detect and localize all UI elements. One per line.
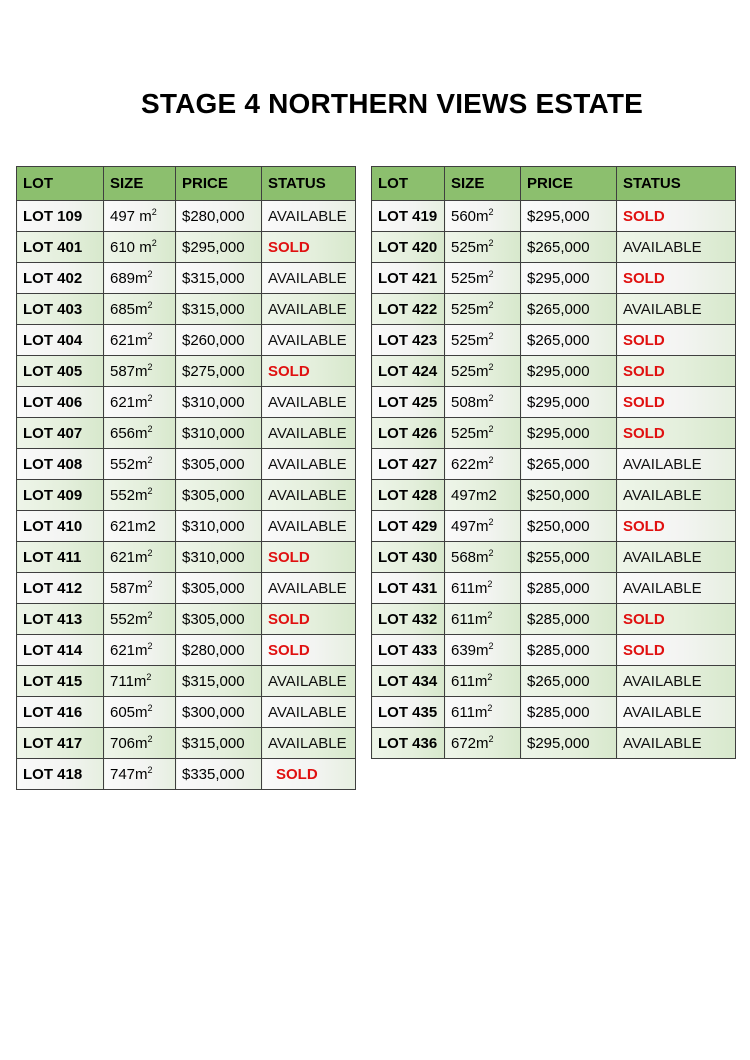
table-row xyxy=(372,325,736,356)
lot-size xyxy=(445,511,521,542)
status-available: AVAILABLE xyxy=(617,480,736,511)
table-header-row xyxy=(372,167,736,201)
lot-number: LOT 421 xyxy=(372,263,445,294)
lot-size-value: 525m xyxy=(451,269,489,287)
table-row xyxy=(372,511,736,542)
table-row xyxy=(17,666,356,697)
lot-size xyxy=(445,573,521,604)
lot-price: $295,000 xyxy=(521,728,617,759)
lot-number: LOT 404 xyxy=(17,325,104,356)
lot-size-value: 610 m xyxy=(110,238,152,256)
status-available: AVAILABLE xyxy=(262,666,356,697)
lot-size-value: 611m xyxy=(451,610,488,628)
size-unit-superscript: 2 xyxy=(147,485,153,496)
status-sold: SOLD xyxy=(262,759,356,790)
lot-number: LOT 420 xyxy=(372,232,445,263)
lot-price: $300,000 xyxy=(176,697,262,728)
lot-number: LOT 426 xyxy=(372,418,445,449)
status-available: AVAILABLE xyxy=(617,728,736,759)
lot-price: $280,000 xyxy=(176,201,262,232)
col-header-status: STATUS xyxy=(262,167,356,201)
status-available: AVAILABLE xyxy=(262,480,356,511)
lot-number: LOT 429 xyxy=(372,511,445,542)
lot-size-value: 611m xyxy=(451,703,488,721)
status-sold: SOLD xyxy=(617,356,736,387)
lot-size xyxy=(104,356,176,387)
lot-size xyxy=(445,635,521,666)
lot-price: $310,000 xyxy=(176,542,262,573)
table-row xyxy=(372,232,736,263)
lot-price: $295,000 xyxy=(521,356,617,387)
lot-number: LOT 434 xyxy=(372,666,445,697)
status-sold: SOLD xyxy=(262,604,356,635)
lot-size xyxy=(104,201,176,232)
table-row xyxy=(17,325,356,356)
lot-number: LOT 425 xyxy=(372,387,445,418)
lot-size-value: 560m xyxy=(451,207,489,225)
lot-number: LOT 430 xyxy=(372,542,445,573)
lot-price: $305,000 xyxy=(176,480,262,511)
lot-price: $275,000 xyxy=(176,356,262,387)
size-unit-superscript: 2 xyxy=(487,578,493,589)
status-available: AVAILABLE xyxy=(262,511,356,542)
lot-size-value: 747m xyxy=(110,765,148,783)
size-unit-superscript: 2 xyxy=(488,299,494,310)
table-row xyxy=(372,728,736,759)
lot-price: $315,000 xyxy=(176,294,262,325)
lot-price: $310,000 xyxy=(176,387,262,418)
status-available: AVAILABLE xyxy=(262,573,356,604)
status-sold: SOLD xyxy=(617,263,736,294)
lot-size xyxy=(104,387,176,418)
status-available: AVAILABLE xyxy=(262,728,356,759)
size-unit-superscript: 2 xyxy=(147,733,153,744)
lot-number: LOT 424 xyxy=(372,356,445,387)
size-unit-superscript: 2 xyxy=(147,764,153,775)
lot-price: $250,000 xyxy=(521,480,617,511)
table-row xyxy=(372,201,736,232)
lot-number: LOT 418 xyxy=(17,759,104,790)
lot-number: LOT 405 xyxy=(17,356,104,387)
size-unit-superscript: 2 xyxy=(488,733,494,744)
table-row xyxy=(17,604,356,635)
col-header-status: STATUS xyxy=(617,167,736,201)
lot-size xyxy=(445,604,521,635)
lot-number: LOT 431 xyxy=(372,573,445,604)
lot-price: $305,000 xyxy=(176,604,262,635)
page-title: STAGE 4 NORTHERN VIEWS ESTATE xyxy=(140,88,644,119)
status-available: AVAILABLE xyxy=(262,697,356,728)
status-sold: SOLD xyxy=(262,356,356,387)
lot-size-value: 621m xyxy=(110,331,148,349)
lot-price: $265,000 xyxy=(521,666,617,697)
lot-size-value: 508m xyxy=(451,393,489,411)
lot-number: LOT 419 xyxy=(372,201,445,232)
lot-size xyxy=(104,480,176,511)
lot-size-value: 611m xyxy=(451,579,488,597)
size-unit-superscript: 2 xyxy=(147,392,153,403)
lot-number: LOT 423 xyxy=(372,325,445,356)
lot-size xyxy=(104,728,176,759)
table-row xyxy=(372,542,736,573)
lot-number: LOT 414 xyxy=(17,635,104,666)
table-row xyxy=(17,697,356,728)
status-sold: SOLD xyxy=(617,325,736,356)
lot-price: $295,000 xyxy=(521,418,617,449)
table-row xyxy=(372,635,736,666)
status-available: AVAILABLE xyxy=(262,201,356,232)
lot-number: LOT 402 xyxy=(17,263,104,294)
lot-size-value: 497m2 xyxy=(451,486,497,504)
table-row xyxy=(372,573,736,604)
lot-size-value: 611m xyxy=(451,672,488,690)
status-available: AVAILABLE xyxy=(617,666,736,697)
status-available: AVAILABLE xyxy=(262,325,356,356)
lot-size-value: 621m xyxy=(110,641,148,659)
lot-price: $265,000 xyxy=(521,232,617,263)
lot-number: LOT 427 xyxy=(372,449,445,480)
lot-number: LOT 403 xyxy=(17,294,104,325)
table-row xyxy=(372,263,736,294)
table-row xyxy=(372,604,736,635)
size-unit-superscript: 2 xyxy=(147,330,153,341)
status-available: AVAILABLE xyxy=(262,418,356,449)
lot-number: LOT 417 xyxy=(17,728,104,759)
lot-price: $305,000 xyxy=(176,449,262,480)
lot-number: LOT 432 xyxy=(372,604,445,635)
lot-size xyxy=(104,573,176,604)
lot-size xyxy=(445,666,521,697)
table-row xyxy=(17,635,356,666)
size-unit-superscript: 2 xyxy=(147,609,153,620)
lot-number: LOT 436 xyxy=(372,728,445,759)
table-row xyxy=(17,728,356,759)
size-unit-superscript: 2 xyxy=(487,702,493,713)
size-unit-superscript: 2 xyxy=(147,578,153,589)
lot-number: LOT 435 xyxy=(372,697,445,728)
lot-price: $335,000 xyxy=(176,759,262,790)
lot-size xyxy=(445,294,521,325)
size-unit-superscript: 2 xyxy=(488,454,494,465)
table-row xyxy=(17,542,356,573)
lot-size-value: 497 m xyxy=(110,207,152,225)
size-unit-superscript: 2 xyxy=(488,206,494,217)
lot-number: LOT 401 xyxy=(17,232,104,263)
lot-size xyxy=(445,387,521,418)
table-row xyxy=(372,387,736,418)
size-unit-superscript: 2 xyxy=(147,361,153,372)
col-header-lot: LOT xyxy=(17,167,104,201)
col-header-price: PRICE xyxy=(521,167,617,201)
status-available: AVAILABLE xyxy=(617,697,736,728)
lot-number: LOT 409 xyxy=(17,480,104,511)
status-sold: SOLD xyxy=(617,201,736,232)
status-available: AVAILABLE xyxy=(617,232,736,263)
lot-size-value: 525m xyxy=(451,331,489,349)
lot-size-value: 622m xyxy=(451,455,489,473)
table-row xyxy=(372,418,736,449)
lot-size xyxy=(104,542,176,573)
lot-price: $285,000 xyxy=(521,604,617,635)
lot-size xyxy=(445,201,521,232)
status-available: AVAILABLE xyxy=(262,263,356,294)
table-row xyxy=(17,294,356,325)
lot-size xyxy=(445,542,521,573)
table-row xyxy=(372,666,736,697)
lot-size-value: 587m xyxy=(110,579,148,597)
lot-price: $265,000 xyxy=(521,325,617,356)
size-unit-superscript: 2 xyxy=(151,206,157,217)
size-unit-superscript: 2 xyxy=(488,330,494,341)
lot-number: LOT 109 xyxy=(17,201,104,232)
lots-table-right xyxy=(371,166,736,759)
status-sold: SOLD xyxy=(617,604,736,635)
lot-size-value: 525m xyxy=(451,238,489,256)
lot-size-value: 685m xyxy=(110,300,148,318)
lot-size xyxy=(445,480,521,511)
col-header-lot: LOT xyxy=(372,167,445,201)
lot-size xyxy=(445,728,521,759)
lot-size xyxy=(104,604,176,635)
lots-table-left xyxy=(16,166,356,790)
col-header-size: SIZE xyxy=(445,167,521,201)
status-available: AVAILABLE xyxy=(262,294,356,325)
lot-size xyxy=(104,511,176,542)
size-unit-superscript: 2 xyxy=(147,423,153,434)
lot-size-value: 621m xyxy=(110,548,148,566)
lot-size xyxy=(104,263,176,294)
lot-price: $295,000 xyxy=(521,201,617,232)
lot-size-value: 672m xyxy=(451,734,489,752)
status-sold: SOLD xyxy=(617,635,736,666)
lot-size xyxy=(104,418,176,449)
size-unit-superscript: 2 xyxy=(488,516,494,527)
col-header-price: PRICE xyxy=(176,167,262,201)
table-row xyxy=(17,480,356,511)
lot-price: $315,000 xyxy=(176,728,262,759)
lot-size-value: 656m xyxy=(110,424,148,442)
table-row xyxy=(372,356,736,387)
lot-size-value: 552m xyxy=(110,455,148,473)
lot-number: LOT 415 xyxy=(17,666,104,697)
table-row xyxy=(17,263,356,294)
lot-size-value: 552m xyxy=(110,486,148,504)
table-row xyxy=(17,449,356,480)
table-row xyxy=(17,511,356,542)
lot-size xyxy=(445,418,521,449)
lot-size xyxy=(445,697,521,728)
lot-number: LOT 411 xyxy=(17,542,104,573)
status-available: AVAILABLE xyxy=(617,449,736,480)
lot-price: $250,000 xyxy=(521,511,617,542)
size-unit-superscript: 2 xyxy=(147,268,153,279)
size-unit-superscript: 2 xyxy=(487,671,493,682)
lot-number: LOT 413 xyxy=(17,604,104,635)
lot-size xyxy=(445,263,521,294)
lot-size xyxy=(104,697,176,728)
status-sold: SOLD xyxy=(262,542,356,573)
table-row xyxy=(17,232,356,263)
status-sold: SOLD xyxy=(262,232,356,263)
lot-size xyxy=(445,449,521,480)
lot-size-value: 639m xyxy=(451,641,489,659)
table-row xyxy=(17,201,356,232)
status-sold: SOLD xyxy=(617,418,736,449)
lot-size xyxy=(445,232,521,263)
lot-size-value: 706m xyxy=(110,734,148,752)
lot-price: $295,000 xyxy=(176,232,262,263)
status-available: AVAILABLE xyxy=(617,573,736,604)
lot-size-value: 587m xyxy=(110,362,148,380)
lot-price: $315,000 xyxy=(176,263,262,294)
lot-price: $255,000 xyxy=(521,542,617,573)
lot-number: LOT 416 xyxy=(17,697,104,728)
lot-size-value: 711m xyxy=(110,672,147,690)
col-header-size: SIZE xyxy=(104,167,176,201)
lot-size xyxy=(104,666,176,697)
lot-number: LOT 410 xyxy=(17,511,104,542)
size-unit-superscript: 2 xyxy=(147,702,153,713)
lot-price: $265,000 xyxy=(521,294,617,325)
lot-price: $260,000 xyxy=(176,325,262,356)
lot-number: LOT 428 xyxy=(372,480,445,511)
size-unit-superscript: 2 xyxy=(488,392,494,403)
table-row xyxy=(17,387,356,418)
lot-size xyxy=(445,356,521,387)
size-unit-superscript: 2 xyxy=(147,454,153,465)
lot-number: LOT 407 xyxy=(17,418,104,449)
size-unit-superscript: 2 xyxy=(146,671,152,682)
lot-size-value: 689m xyxy=(110,269,148,287)
lot-price: $310,000 xyxy=(176,418,262,449)
lot-size-value: 525m xyxy=(451,300,489,318)
lot-price: $295,000 xyxy=(521,263,617,294)
lot-price: $285,000 xyxy=(521,573,617,604)
lot-price: $305,000 xyxy=(176,573,262,604)
size-unit-superscript: 2 xyxy=(488,640,494,651)
table-header-row xyxy=(17,167,356,201)
table-row xyxy=(372,294,736,325)
lot-price: $280,000 xyxy=(176,635,262,666)
table-row xyxy=(17,573,356,604)
lot-size-value: 621m2 xyxy=(110,517,156,535)
status-sold: SOLD xyxy=(617,511,736,542)
size-unit-superscript: 2 xyxy=(147,299,153,310)
lot-size xyxy=(104,294,176,325)
lot-price: $265,000 xyxy=(521,449,617,480)
status-available: AVAILABLE xyxy=(617,294,736,325)
size-unit-superscript: 2 xyxy=(488,237,494,248)
table-row xyxy=(372,449,736,480)
lot-size-value: 525m xyxy=(451,362,489,380)
size-unit-superscript: 2 xyxy=(488,268,494,279)
lot-price: $285,000 xyxy=(521,635,617,666)
lot-size xyxy=(104,635,176,666)
table-row xyxy=(372,697,736,728)
lot-price: $315,000 xyxy=(176,666,262,697)
lot-number: LOT 433 xyxy=(372,635,445,666)
lot-size-value: 568m xyxy=(451,548,489,566)
lot-size xyxy=(104,325,176,356)
table-row xyxy=(17,356,356,387)
lot-size-value: 621m xyxy=(110,393,148,411)
status-available: AVAILABLE xyxy=(617,542,736,573)
table-row xyxy=(17,418,356,449)
table-row xyxy=(17,759,356,790)
status-available: AVAILABLE xyxy=(262,449,356,480)
lot-price: $295,000 xyxy=(521,387,617,418)
table-row xyxy=(372,480,736,511)
status-sold: SOLD xyxy=(262,635,356,666)
size-unit-superscript: 2 xyxy=(151,237,157,248)
lot-size xyxy=(104,232,176,263)
lot-size xyxy=(104,759,176,790)
lot-number: LOT 412 xyxy=(17,573,104,604)
lot-size-value: 605m xyxy=(110,703,148,721)
size-unit-superscript: 2 xyxy=(488,423,494,434)
lot-price: $310,000 xyxy=(176,511,262,542)
lot-price: $285,000 xyxy=(521,697,617,728)
size-unit-superscript: 2 xyxy=(487,609,493,620)
lot-number: LOT 406 xyxy=(17,387,104,418)
lot-size-value: 525m xyxy=(451,424,489,442)
size-unit-superscript: 2 xyxy=(147,640,153,651)
status-available: AVAILABLE xyxy=(262,387,356,418)
lot-number: LOT 422 xyxy=(372,294,445,325)
lot-size-value: 552m xyxy=(110,610,148,628)
lot-size-value: 497m xyxy=(451,517,489,535)
size-unit-superscript: 2 xyxy=(488,361,494,372)
lot-size xyxy=(445,325,521,356)
size-unit-superscript: 2 xyxy=(147,547,153,558)
size-unit-superscript: 2 xyxy=(488,547,494,558)
status-sold: SOLD xyxy=(617,387,736,418)
lot-size xyxy=(104,449,176,480)
lot-number: LOT 408 xyxy=(17,449,104,480)
